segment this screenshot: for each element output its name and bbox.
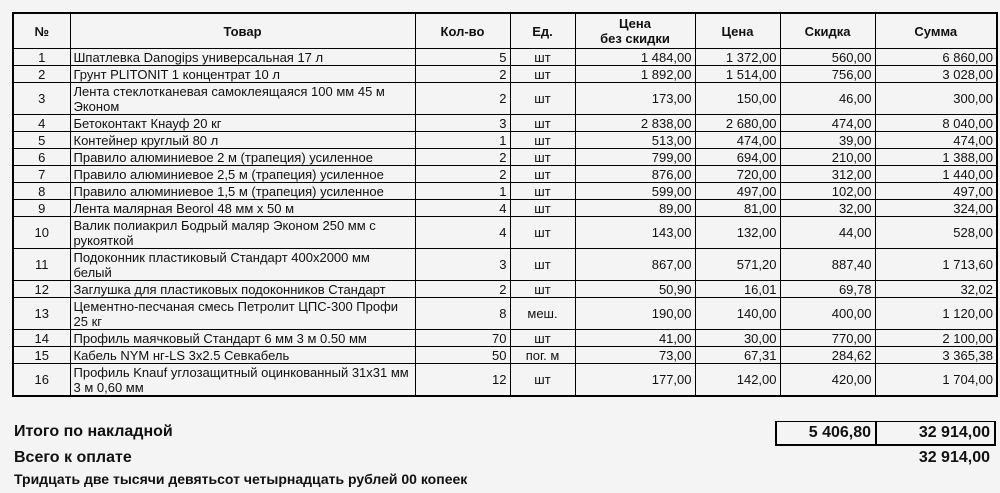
row-unit: шт (510, 281, 575, 298)
row-price-nodisc: 2 838,00 (575, 115, 695, 132)
invoice-totals (12, 421, 996, 447)
row-sum: 497,00 (875, 183, 997, 200)
invoice-table (12, 12, 998, 397)
row-price: 1 514,00 (695, 66, 780, 83)
row-discount: 312,00 (780, 166, 875, 183)
row-unit: шт (510, 217, 575, 249)
row-discount: 102,00 (780, 183, 875, 200)
row-num: 3 (13, 83, 70, 115)
row-qty: 50 (415, 347, 510, 364)
row-price-nodisc: 89,00 (575, 200, 695, 217)
table-row (13, 249, 997, 281)
row-num: 9 (13, 200, 70, 217)
row-discount: 46,00 (780, 83, 875, 115)
row-price: 497,00 (695, 183, 780, 200)
row-price: 132,00 (695, 217, 780, 249)
row-qty: 8 (415, 298, 510, 330)
table-row (13, 83, 997, 115)
row-num: 2 (13, 66, 70, 83)
totals-sum: 32 914,00 (875, 421, 996, 446)
row-num: 15 (13, 347, 70, 364)
col-header-price-nodisc-line2: без скидки (600, 31, 670, 46)
row-qty: 4 (415, 217, 510, 249)
col-header-sum: Сумма (875, 13, 997, 49)
row-item: Профиль Knauf углозащитный оцинкованный 31х31 мм 3 м 0,60 мм (70, 364, 415, 397)
row-qty: 4 (415, 200, 510, 217)
row-price: 16,01 (695, 281, 780, 298)
row-item: Правило алюминиевое 1,5 м (трапеция) усиленное (70, 183, 415, 200)
row-unit: шт (510, 49, 575, 66)
row-qty: 12 (415, 364, 510, 397)
row-price-nodisc: 50,90 (575, 281, 695, 298)
row-item: Заглушка для пластиковых подоконников Стандарт (70, 281, 415, 298)
row-qty: 3 (415, 115, 510, 132)
col-header-qty: Кол-во (415, 13, 510, 49)
row-discount: 770,00 (780, 330, 875, 347)
table-row (13, 166, 997, 183)
row-price-nodisc: 173,00 (575, 83, 695, 115)
row-item: Правило алюминиевое 2,5 м (трапеция) усиленное (70, 166, 415, 183)
row-unit: шт (510, 330, 575, 347)
row-price-nodisc: 513,00 (575, 132, 695, 149)
row-price: 2 680,00 (695, 115, 780, 132)
row-sum: 474,00 (875, 132, 997, 149)
row-num: 16 (13, 364, 70, 397)
row-num: 10 (13, 217, 70, 249)
row-sum: 3 028,00 (875, 66, 997, 83)
row-unit: шт (510, 149, 575, 166)
row-sum: 8 040,00 (875, 115, 997, 132)
col-header-item: Товар (70, 13, 415, 49)
row-price: 81,00 (695, 200, 780, 217)
row-item: Кабель NYM нг-LS 3х2.5 Севкабель (70, 347, 415, 364)
table-row (13, 364, 997, 397)
row-qty: 5 (415, 49, 510, 66)
row-sum: 1 440,00 (875, 166, 997, 183)
row-price-nodisc: 876,00 (575, 166, 695, 183)
row-sum: 6 860,00 (875, 49, 997, 66)
row-price: 142,00 (695, 364, 780, 397)
table-row (13, 66, 997, 83)
table-row (13, 149, 997, 166)
row-price-nodisc: 1 484,00 (575, 49, 695, 66)
row-unit: шт (510, 183, 575, 200)
row-price-nodisc: 190,00 (575, 298, 695, 330)
row-item: Бетоконтакт Кнауф 20 кг (70, 115, 415, 132)
row-sum: 528,00 (875, 217, 997, 249)
payment-total (12, 448, 996, 470)
col-header-num: № (13, 13, 70, 49)
row-qty: 2 (415, 166, 510, 183)
row-sum: 300,00 (875, 83, 997, 115)
row-item: Шпатлевка Danogips универсальная 17 л (70, 49, 415, 66)
row-unit: шт (510, 66, 575, 83)
row-item: Подоконник пластиковый Стандарт 400х2000 мм белый (70, 249, 415, 281)
row-unit: шт (510, 166, 575, 183)
row-sum: 3 365,38 (875, 347, 997, 364)
row-unit: шт (510, 200, 575, 217)
row-num: 6 (13, 149, 70, 166)
table-row (13, 347, 997, 364)
payment-label: Всего к оплате (14, 449, 132, 466)
row-price: 720,00 (695, 166, 780, 183)
row-price-nodisc: 599,00 (575, 183, 695, 200)
row-num: 13 (13, 298, 70, 330)
row-num: 14 (13, 330, 70, 347)
row-price-nodisc: 143,00 (575, 217, 695, 249)
table-row (13, 115, 997, 132)
row-discount: 887,40 (780, 249, 875, 281)
row-unit: меш. (510, 298, 575, 330)
row-qty: 1 (415, 183, 510, 200)
row-item: Лента малярная Beorol 48 мм х 50 м (70, 200, 415, 217)
row-num: 8 (13, 183, 70, 200)
row-qty: 2 (415, 149, 510, 166)
row-price: 694,00 (695, 149, 780, 166)
row-num: 11 (13, 249, 70, 281)
row-qty: 3 (415, 249, 510, 281)
row-price: 1 372,00 (695, 49, 780, 66)
row-sum: 324,00 (875, 200, 997, 217)
row-qty: 2 (415, 66, 510, 83)
row-item: Профиль маячковый Стандарт 6 мм 3 м 0.50 мм (70, 330, 415, 347)
row-price-nodisc: 177,00 (575, 364, 695, 397)
col-header-price-nodisc (575, 13, 695, 49)
table-header-row (13, 13, 997, 49)
row-unit: шт (510, 115, 575, 132)
payment-value: 32 914,00 (918, 449, 990, 466)
totals-discount: 5 406,80 (775, 421, 876, 446)
row-price: 67,31 (695, 347, 780, 364)
row-unit: шт (510, 132, 575, 149)
row-item: Цементно-песчаная смесь Петролит ЦПС-300 Профи 25 кг (70, 298, 415, 330)
row-discount: 420,00 (780, 364, 875, 397)
row-sum: 1 120,00 (875, 298, 997, 330)
row-price: 140,00 (695, 298, 780, 330)
table-row (13, 281, 997, 298)
row-unit: пог. м (510, 347, 575, 364)
row-discount: 32,00 (780, 200, 875, 217)
row-unit: шт (510, 364, 575, 397)
row-item: Контейнер круглый 80 л (70, 132, 415, 149)
row-item: Лента стеклотканевая самоклеящаяся 100 мм 45 м Эконом (70, 83, 415, 115)
row-sum: 1 713,60 (875, 249, 997, 281)
amount-in-words: Тридцать две тысячи девятьсот четырнадцать рублей 00 копеек (14, 471, 468, 487)
table-row (13, 49, 997, 66)
row-price-nodisc: 799,00 (575, 149, 695, 166)
table-row (13, 132, 997, 149)
table-row (13, 298, 997, 330)
col-header-price-nodisc-line1: Цена (619, 16, 651, 31)
row-price: 30,00 (695, 330, 780, 347)
row-qty: 2 (415, 281, 510, 298)
row-price-nodisc: 1 892,00 (575, 66, 695, 83)
row-discount: 474,00 (780, 115, 875, 132)
row-discount: 210,00 (780, 149, 875, 166)
row-qty: 2 (415, 83, 510, 115)
row-item: Правило алюминиевое 2 м (трапеция) усиленное (70, 149, 415, 166)
table-row (13, 217, 997, 249)
row-discount: 560,00 (780, 49, 875, 66)
row-discount: 284,62 (780, 347, 875, 364)
row-sum: 2 100,00 (875, 330, 997, 347)
row-discount: 400,00 (780, 298, 875, 330)
row-num: 12 (13, 281, 70, 298)
row-qty: 1 (415, 132, 510, 149)
row-sum: 1 704,00 (875, 364, 997, 397)
totals-label: Итого по накладной (14, 423, 173, 440)
row-num: 5 (13, 132, 70, 149)
row-discount: 69,78 (780, 281, 875, 298)
row-price: 571,20 (695, 249, 780, 281)
row-price: 474,00 (695, 132, 780, 149)
col-header-price: Цена (695, 13, 780, 49)
row-num: 1 (13, 49, 70, 66)
row-unit: шт (510, 83, 575, 115)
row-unit: шт (510, 249, 575, 281)
row-discount: 756,00 (780, 66, 875, 83)
row-discount: 44,00 (780, 217, 875, 249)
table-row (13, 200, 997, 217)
row-item: Грунт PLITONIT 1 концентрат 10 л (70, 66, 415, 83)
row-num: 7 (13, 166, 70, 183)
row-price-nodisc: 867,00 (575, 249, 695, 281)
row-discount: 39,00 (780, 132, 875, 149)
col-header-discount: Скидка (780, 13, 875, 49)
row-price-nodisc: 73,00 (575, 347, 695, 364)
row-price-nodisc: 41,00 (575, 330, 695, 347)
row-qty: 70 (415, 330, 510, 347)
col-header-unit: Ед. (510, 13, 575, 49)
row-item: Валик полиакрил Бодрый маляр Эконом 250 мм с рукояткой (70, 217, 415, 249)
table-row (13, 330, 997, 347)
row-sum: 32,02 (875, 281, 997, 298)
row-sum: 1 388,00 (875, 149, 997, 166)
row-price: 150,00 (695, 83, 780, 115)
row-num: 4 (13, 115, 70, 132)
table-row (13, 183, 997, 200)
